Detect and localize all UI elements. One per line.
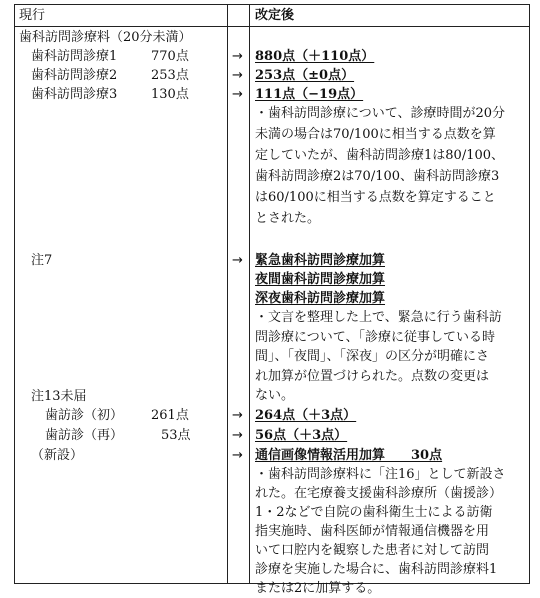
arrow-icon: → — [232, 253, 243, 268]
note-a-line: は60/100に相当する点数を算定すること — [255, 190, 496, 205]
note-c-line: ・歯科訪問診療料に「注16」として新設さ — [255, 466, 506, 482]
note-c-line: いて口腔内を観察した患者に対して訪問 — [255, 542, 490, 558]
note-b-line: れ加算が位置づけられた。点数の変更は — [255, 368, 490, 384]
note-a-line: 定していたが、歯科訪問診療1は80/100、 — [255, 148, 505, 163]
new-item: 通信画像情報活用加算 30点 — [255, 447, 443, 463]
note7-label: 注7 — [31, 253, 53, 268]
header-divider — [15, 26, 529, 27]
note-b-line: ない。 — [255, 388, 295, 403]
note-b-line: 間」、「夜間」、「深夜」の区分が明確にさ — [255, 349, 490, 364]
note-b-line: ・文言を整理した上で、緊急に行う歯科訪 — [255, 310, 502, 325]
visit1-revised: 880点（＋110点） — [255, 49, 375, 64]
visit1-label: 歯科訪問診療1 — [31, 49, 118, 64]
note-a-line: 歯科訪問診療2は70/100、歯科訪問診療3 — [255, 169, 500, 184]
visit3-revised: 111点（−19点） — [255, 87, 364, 102]
comparison-table — [14, 4, 530, 596]
note-c-line: または2に加算する。 — [255, 580, 381, 596]
late-night-addition: 深夜歯科訪問診療加算 — [255, 291, 386, 306]
visit2-points: 253点 — [151, 68, 189, 83]
note-c-line: 診療を実施した場合に、歯科訪問診療料1 — [255, 561, 498, 577]
night-addition: 夜間歯科訪問診療加算 — [255, 272, 386, 287]
arrow-icon: → — [232, 49, 243, 64]
repeat-revised: 56点（＋3点） — [255, 427, 348, 443]
arrow-icon: → — [232, 407, 243, 423]
visit2-label: 歯科訪問診療2 — [31, 68, 118, 83]
arrow-icon: → — [232, 68, 243, 83]
fee-title: 歯科訪問診療料（20分未満） — [19, 30, 192, 45]
repeat-points: 53点 — [161, 427, 191, 443]
arrow-icon: → — [232, 87, 243, 102]
note-a-line: ・歯科訪問診療について、診療時間が20分 — [255, 106, 506, 121]
emergency-addition: 緊急歯科訪問診療加算 — [255, 253, 386, 268]
note-b-line: 問診療について、「診療に従事している時 — [255, 329, 495, 345]
visit1-points: 770点 — [151, 49, 189, 64]
note-a-line: とされた。 — [255, 211, 321, 226]
arrow-icon: → — [232, 447, 243, 463]
column-divider — [227, 5, 228, 583]
initial-points: 261点 — [151, 407, 189, 423]
visit3-points: 130点 — [151, 87, 189, 102]
note-c-line: 指実施時、歯科医師が情報通信機器を用 — [255, 523, 490, 539]
visit2-revised: 253点（±0点） — [255, 68, 355, 83]
header-current: 現行 — [19, 8, 46, 23]
arrow-icon: → — [232, 427, 243, 443]
visit3-label: 歯科訪問診療3 — [31, 87, 118, 102]
note-a-line: 未満の場合は70/100に相当する点数を算 — [255, 127, 496, 142]
initial-label: 歯訪診（初） — [45, 407, 124, 423]
column-divider — [249, 5, 250, 583]
repeat-label: 歯訪診（再） — [45, 427, 124, 443]
new-label: （新設） — [31, 447, 84, 463]
initial-revised: 264点（＋3点） — [255, 407, 357, 423]
note13-label: 注13未届 — [31, 388, 87, 404]
note-c-line: れた。在宅療養支援歯科診療所（歯援診） — [255, 485, 503, 501]
note-c-line: 1・2などで自院の歯科衛生士による訪衛 — [255, 504, 493, 520]
header-revised: 改定後 — [255, 8, 295, 23]
